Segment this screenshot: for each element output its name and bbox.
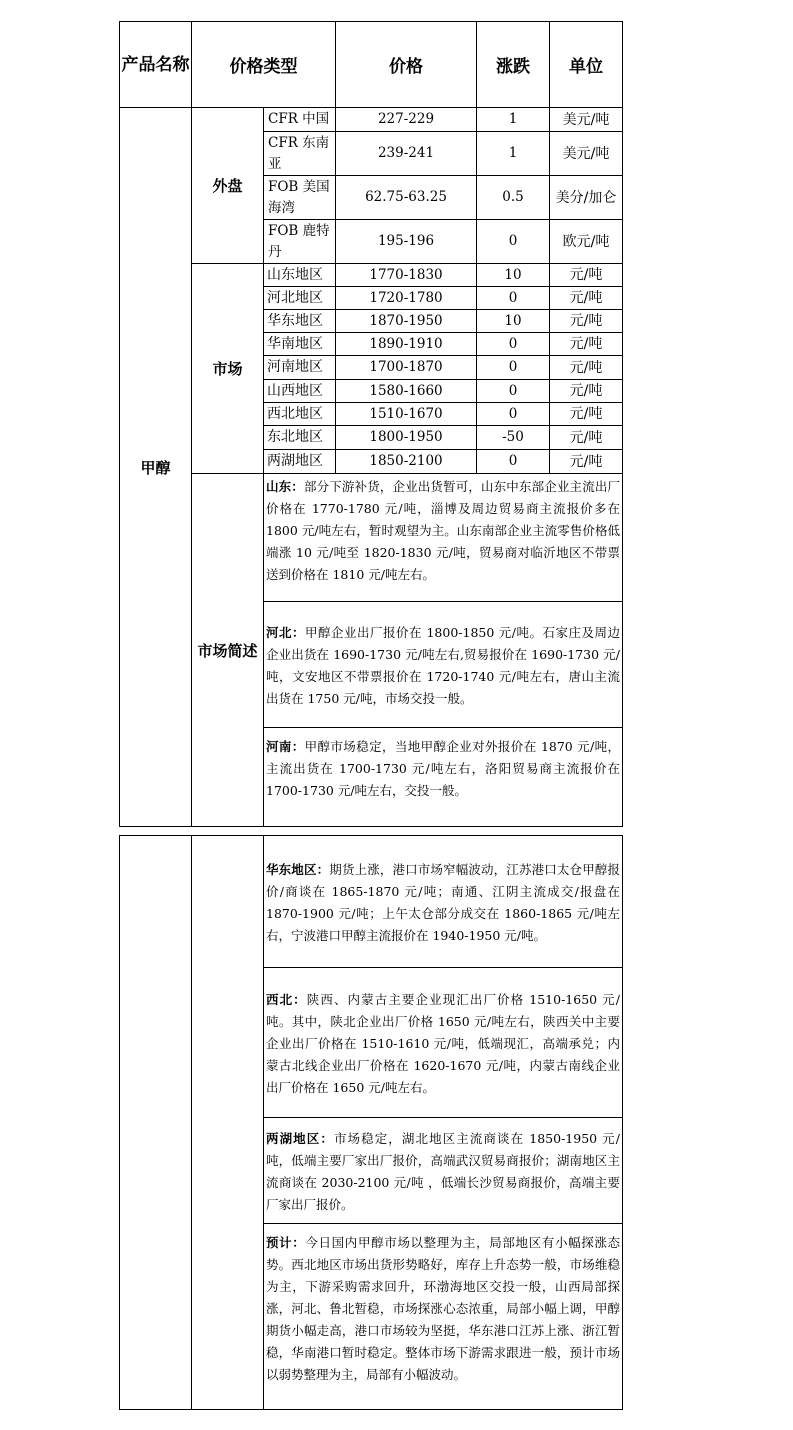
group-summary: 市场简述 — [192, 474, 264, 827]
row-unit: 元/吨 — [550, 450, 623, 474]
row-unit: 元/吨 — [550, 403, 623, 426]
note-text: 市场稳定，湖北地区主流商谈在 1850-1950 元/吨，低端主要厂家出厂报价，高端武汉贸易商报价；湖南地区主流商谈在 2030-2100 元/吨 ，低端长沙贸易商报价，高端主要厂家出厂报价。 — [266, 1131, 620, 1212]
row-unit: 元/吨 — [550, 264, 623, 287]
row-change: 10 — [477, 264, 550, 287]
row-unit: 元/吨 — [550, 333, 623, 356]
row-change: 0 — [477, 403, 550, 426]
note-forecast — [264, 1224, 623, 1410]
group-market: 市场 — [192, 264, 264, 474]
row-change: 0 — [477, 450, 550, 474]
note-title: 西北： — [266, 991, 307, 1007]
row-label: 山西地区 — [264, 380, 336, 403]
row-change: 1 — [477, 132, 550, 176]
row-unit: 元/吨 — [550, 287, 623, 310]
table-row — [120, 264, 623, 287]
row-price: 1510-1670 — [336, 403, 477, 426]
row-unit: 美元/吨 — [550, 132, 623, 176]
note-shandong — [264, 474, 623, 602]
row-unit: 美元/吨 — [550, 108, 623, 132]
row-label: 西北地区 — [264, 403, 336, 426]
note-text: 部分下游补货，企业出货暂可，山东中东部企业主流出厂价格在 1770-1780 元/吨，淄博及周边贸易商主流报价多在 1800 元/吨左右，暂时观望为主。山东南部企业主流零售价格低端涨 10 元/吨至 1820-1830 元/吨，贸易商对临沂地区不带票送到价格在 1810 元/吨左右。 — [266, 479, 620, 582]
row-price: 1870-1950 — [336, 310, 477, 333]
group-foreign: 外盘 — [192, 108, 264, 264]
note-title: 预计： — [266, 1235, 306, 1250]
product-cell-continued — [120, 836, 192, 1410]
row-label: CFR 中国 — [264, 108, 336, 132]
row-price: 1720-1780 — [336, 287, 477, 310]
row-unit: 元/吨 — [550, 310, 623, 333]
note-lianghu — [264, 1118, 623, 1224]
header-price: 价格 — [336, 22, 477, 108]
row-price: 239-241 — [336, 132, 477, 176]
note-xibei — [264, 968, 623, 1118]
row-label: 东北地区 — [264, 426, 336, 450]
row-label: FOB 鹿特丹 — [264, 220, 336, 264]
header-price-type: 价格类型 — [192, 22, 336, 108]
price-table — [119, 21, 623, 827]
note-row — [120, 474, 623, 602]
row-price: 227-229 — [336, 108, 477, 132]
header-unit: 单位 — [550, 22, 623, 108]
row-change: 0 — [477, 356, 550, 380]
row-price: 1770-1830 — [336, 264, 477, 287]
header-row — [120, 22, 623, 108]
row-change: 0.5 — [477, 176, 550, 220]
row-change: 0 — [477, 287, 550, 310]
note-title: 河南： — [266, 739, 305, 754]
note-text: 甲醇企业出厂报价在 1800-1850 元/吨。石家庄及周边企业出货在 1690-1730 元/吨左右,贸易报价在 1690-1730 元/吨，文安地区不带票报价在 1720-1740 元/吨左右，唐山主流出货在 1750 元/吨，市场交投一般。 — [266, 624, 620, 706]
row-change: 10 — [477, 310, 550, 333]
row-price: 1700-1870 — [336, 356, 477, 380]
product-cell: 甲醇 — [120, 108, 192, 827]
row-label: 河北地区 — [264, 287, 336, 310]
row-label: 山东地区 — [264, 264, 336, 287]
row-price: 1800-1950 — [336, 426, 477, 450]
row-price: 62.75-63.25 — [336, 176, 477, 220]
group-cell-continued — [192, 836, 264, 1410]
note-huadong — [264, 836, 623, 968]
note-hebei — [264, 602, 623, 728]
row-change: 0 — [477, 380, 550, 403]
note-text: 陕西、内蒙古主要企业现汇出厂价格 1510-1650 元/吨。其中，陕北企业出厂价格 1650 元/吨左右，陕西关中主要企业出厂价格在 1510-1610 元/吨，低端现汇，高端承兑；内蒙古北线企业出厂价格在 1620-1670 元/吨，内蒙古南线企业出厂价格在 1650 元/吨左右。 — [266, 991, 620, 1095]
row-price: 195-196 — [336, 220, 477, 264]
note-title: 华东地区： — [266, 861, 330, 877]
summary-table-continued — [119, 835, 623, 1410]
note-row — [120, 836, 623, 968]
note-title: 山东： — [266, 479, 304, 494]
row-unit: 元/吨 — [550, 426, 623, 450]
note-text: 期货上涨，港口市场窄幅波动，江苏港口太仓甲醇报价/商谈在 1865-1870 元/吨；南通、江阴主流成交/报盘在 1870-1900 元/吨；上午太仓部分成交在 1860-1865 元/吨左右，宁波港口甲醇主流报价在 1940-1950 元/吨。 — [266, 861, 620, 943]
row-change: 0 — [477, 333, 550, 356]
table-row — [120, 108, 623, 132]
row-change: 1 — [477, 108, 550, 132]
note-henan — [264, 728, 623, 827]
row-label: 华南地区 — [264, 333, 336, 356]
note-text: 甲醇市场稳定，当地甲醇企业对外报价在 1870 元/吨，主流出货在 1700-1730 元/吨左右，洛阳贸易商主流报价在 1700-1730 元/吨左右，交投一般。 — [266, 739, 620, 798]
note-text: 今日国内甲醇市场以整理为主，局部地区有小幅探涨态势。西北地区市场出货形势略好，库存上升态势一般，市场维稳为主，下游采购需求回升，环渤海地区交投一般，山西局部探涨，河北、鲁北暂稳，市场探涨心态浓重，局部小幅上调，甲醇期货小幅走高，港口市场较为坚挺，华东港口江苏上涨、浙江暂稳，华南港口暂时稳定。整体市场下游需求跟进一般，预计市场以弱势整理为主，局部有小幅波动。 — [266, 1235, 620, 1382]
row-label: 河南地区 — [264, 356, 336, 380]
row-unit: 欧元/吨 — [550, 220, 623, 264]
row-unit: 美分/加仑 — [550, 176, 623, 220]
row-label: FOB 美国海湾 — [264, 176, 336, 220]
note-title: 河北： — [266, 624, 305, 640]
row-price: 1890-1910 — [336, 333, 477, 356]
header-change: 涨跌 — [477, 22, 550, 108]
row-change: 0 — [477, 220, 550, 264]
row-price: 1850-2100 — [336, 450, 477, 474]
row-label: 两湖地区 — [264, 450, 336, 474]
row-unit: 元/吨 — [550, 356, 623, 380]
row-label: 华东地区 — [264, 310, 336, 333]
header-product-name: 产品名称 — [120, 22, 192, 108]
row-label: CFR 东南亚 — [264, 132, 336, 176]
note-title: 两湖地区： — [266, 1131, 334, 1146]
row-price: 1580-1660 — [336, 380, 477, 403]
row-change: -50 — [477, 426, 550, 450]
row-unit: 元/吨 — [550, 380, 623, 403]
